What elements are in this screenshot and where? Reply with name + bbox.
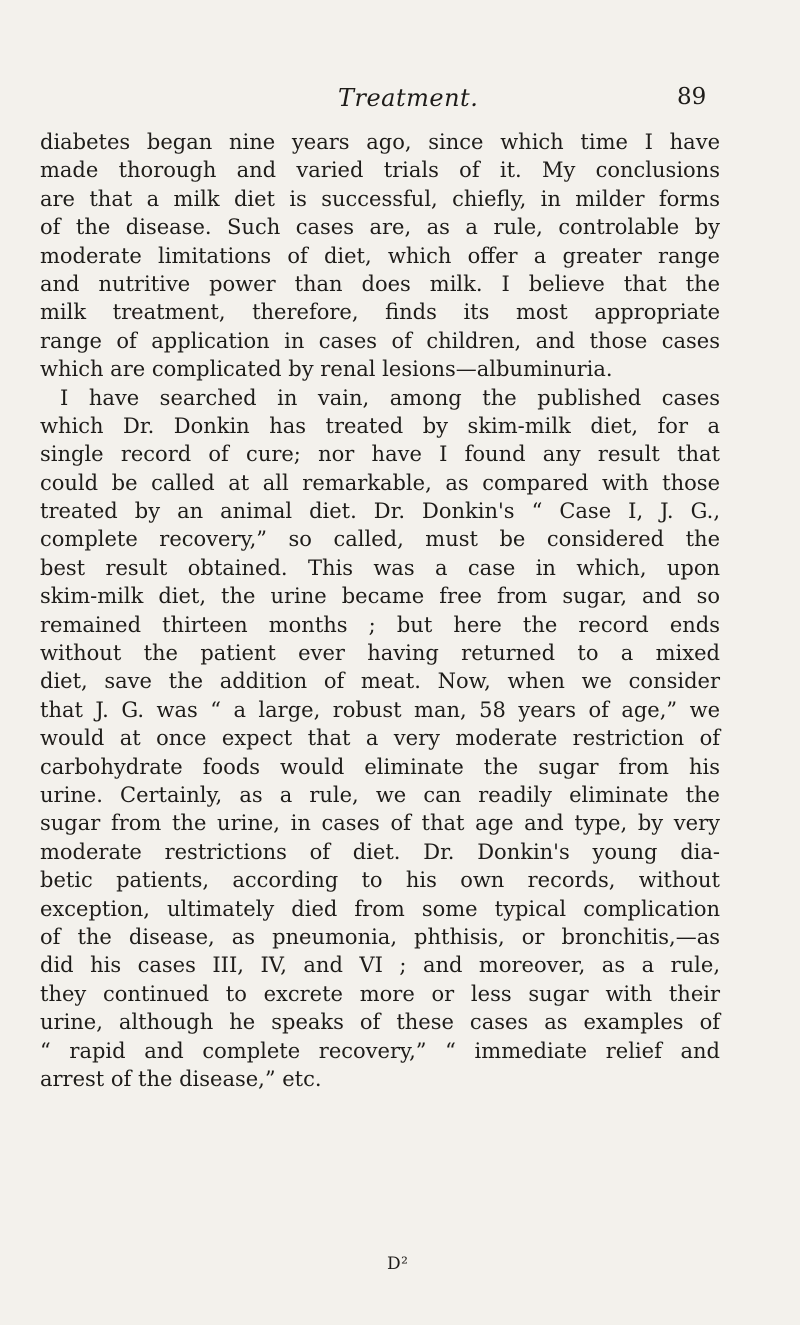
text-line: range of application in cases of children, and those cases <box>40 328 720 353</box>
text-line: of the disease, as pneumonia, phthisis, or bronchitis,—as <box>40 924 720 949</box>
text-line: betic patients, according to his own records, without <box>40 868 720 893</box>
text-line: could be called at all remarkable, as compared with those <box>40 470 720 495</box>
running-head <box>0 84 800 116</box>
text-line: sugar from the urine, in cases of that age and type, by very <box>40 811 720 836</box>
text-line: exception, ultimately died from some typical complication <box>40 896 720 921</box>
text-line: skim-milk diet, the urine became free from sugar, and so <box>40 584 720 609</box>
text-line: are that a milk diet is successful, chiefly, in milder forms <box>40 186 720 211</box>
text-line: made thorough and varied trials of it. My conclusions <box>40 158 720 183</box>
text-line: milk treatment, therefore, finds its most appropriate <box>40 300 720 325</box>
text-line: moderate restrictions of diet. Dr. Donkin's young dia- <box>40 839 720 864</box>
signature-mark: D² <box>387 1254 409 1274</box>
text-line: “ rapid and complete recovery,” “ immediate relief and <box>40 1038 720 1063</box>
text-line: that J. G. was “ a large, robust man, 58 years of age,” we <box>40 697 720 722</box>
text-line: diet, save the addition of meat. Now, when we consider <box>40 669 720 694</box>
text-line: moderate limitations of diet, which offer a greater range <box>40 243 720 268</box>
text-line: best result obtained. This was a case in which, upon <box>40 555 720 580</box>
text-line: diabetes began nine years ago, since which time I have <box>40 130 720 154</box>
text-line: of the disease. Such cases are, as a rule, controlable by <box>40 215 720 240</box>
text-line: remained thirteen months ; but here the record ends <box>40 612 720 637</box>
text-line: carbohydrate foods would eliminate the sugar from his <box>40 754 720 779</box>
text-line: urine, although he speaks of these cases as examples of <box>40 1010 720 1035</box>
text-line: without the patient ever having returned to a mixed <box>40 641 720 666</box>
text-line: they continued to excrete more or less sugar with their <box>40 981 720 1006</box>
running-title: Treatment. <box>338 84 479 112</box>
text-line: I have searched in vain, among the published cases <box>60 385 720 410</box>
text-line: treated by an animal diet. Dr. Donkin's “ Case I, J. G., <box>40 499 720 524</box>
body-text <box>40 128 720 1093</box>
text-line: which Dr. Donkin has treated by skim-milk diet, for a <box>40 413 720 438</box>
page-number: 89 <box>677 84 707 110</box>
text-line: did his cases III, IV, and VI ; and moreover, as a rule, <box>40 953 720 978</box>
text-line: which are complicated by renal lesions—albuminuria. <box>40 357 613 382</box>
text-line: urine. Certainly, as a rule, we can readily eliminate the <box>40 782 720 807</box>
text-line: complete recovery,” so called, must be considered the <box>40 527 720 552</box>
text-line: single record of cure; nor have I found any result that <box>40 442 720 467</box>
text-line: and nutritive power than does milk. I believe that the <box>40 271 720 296</box>
text-line: arrest of the disease,” etc. <box>40 1066 322 1091</box>
text-line: would at once expect that a very moderate restriction of <box>40 726 720 751</box>
